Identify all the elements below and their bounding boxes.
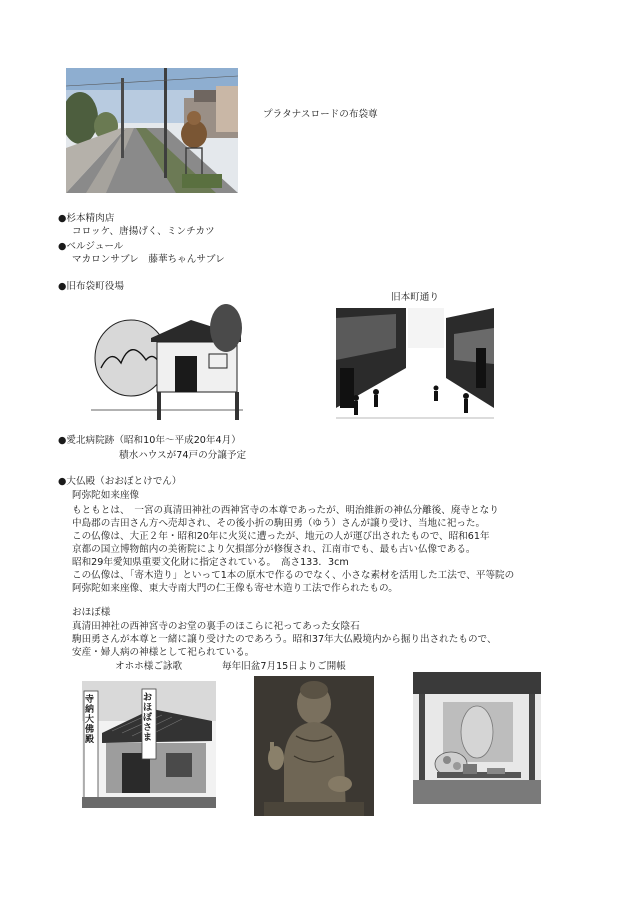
photo-daibutsuden-building xyxy=(82,681,216,808)
hospital-note: 積水ハウスが74戸の分譲予定 xyxy=(119,450,247,461)
daibutsuden-line-4: 京都の国立博物館内の美術院により欠損部分が修復され、江南市でも、最も古い仏像である。 xyxy=(72,544,476,555)
old-honmachi-caption: 旧本町通り xyxy=(391,292,439,303)
daibutsuden-line-6: この仏像は、「寄木造り」といって1本の原木で作るのでなく、小さな素材を活用した工法で、平等院の xyxy=(72,570,515,581)
town-office-title: ●旧布袋町役場 xyxy=(58,281,124,292)
photo-old-honmachi-street xyxy=(336,308,494,424)
daibutsuden-line-1: もともとは、 一宮の真清田神社の西神宮寺の本尊であったが、明治維新の神仏分離後、廃寺となり xyxy=(72,505,499,516)
bellejour-items: マカロンサブレ 藤華ちゃんサブレ xyxy=(72,254,225,265)
photo-amida-buddha-statue xyxy=(254,676,374,816)
ohobo-festival: 毎年旧盆7月15日よりご開帳 xyxy=(222,661,346,672)
sugimoto-items: コロッケ、唐揚げく、ミンチカツ xyxy=(72,226,215,237)
banner-ohobo-text: おほぼさま xyxy=(143,693,153,743)
daibutsuden-line-3: この仏像は、大正２年・昭和20年に火災に遭ったが、地元の人が運び出されたもので、昭和61年 xyxy=(72,531,490,542)
ohobo-line-1: 真清田神社の西神宮寺のお堂の裏手のほこらに祀ってあった女陰石 xyxy=(72,621,360,632)
hospital-title: ●愛北病院跡（昭和10年～平成20年4月） xyxy=(58,435,241,446)
ohobo-line-3: 安産・婦人病の神様として祀られている。 xyxy=(72,647,255,658)
photo-old-town-office xyxy=(91,298,243,420)
ohobo-title: おほぼ様 xyxy=(72,607,111,618)
photo-platanus-road xyxy=(66,68,238,193)
daibutsuden-line-2: 中島郡の吉田さん方へ売却され、その後小折の駒田勇（ゆう）さんが譲り受け、当地に祀った。 xyxy=(72,518,486,529)
daibutsuden-line-5: 昭和29年愛知県重要文化財に指定されている。 高さ133．3cm xyxy=(72,557,349,568)
ohobo-line-2: 駒田勇さんが本尊と一緒に譲り受けたのであろう。昭和37年大仏殿境内から掘り出されたもので、 xyxy=(72,634,497,645)
daibutsuden-title: ●大仏殿（おおぼとけでん） xyxy=(58,476,182,487)
ohobo-song: オホホ様ご詠歌 xyxy=(115,661,183,672)
daibutsuden-subtitle: 阿弥陀如来座像 xyxy=(72,490,140,501)
banner-daibutsuden-text: 寺納大佛殿 xyxy=(85,695,95,745)
sugimoto-title: ●杉本精肉店 xyxy=(58,213,115,224)
photo-ohobo-shrine xyxy=(413,672,541,804)
photo-caption-platanus: プラタナスロードの布袋尊 xyxy=(263,109,378,120)
bellejour-title: ●ベルジュール xyxy=(58,241,124,252)
daibutsuden-line-7: 阿弥陀如来座像、東大寺南大門の仁王像も寄せ木造り工法で作られたもの。 xyxy=(72,583,398,594)
